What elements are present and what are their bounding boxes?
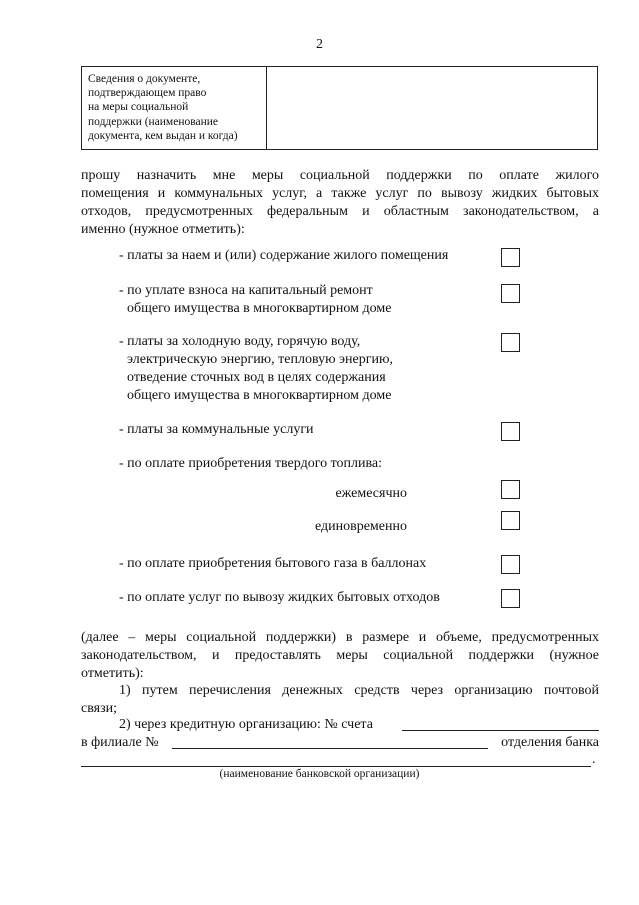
label-line: поддержки (наименование [88,115,219,128]
paragraph-line: связи; [81,701,117,716]
bank-name-field[interactable] [81,752,591,767]
paragraph-line: прошу назначить мне меры социальной поддержки по оплате жилого [81,168,599,183]
option-monthly-label: ежемесячно [335,486,407,501]
option-capital-repair-checkbox[interactable] [501,284,520,303]
paragraph-line: именно (нужное отметить): [81,222,245,237]
option-line: - платы за холодную воду, горячую воду, [119,334,361,349]
label-line: документа, кем выдан и когда) [88,129,238,142]
document-info-table [81,66,598,150]
paragraph-line: (далее – меры социальной поддержки) в размере и объеме, предусмотренных [81,630,599,645]
option-line: общего имущества в многоквартирном доме [127,388,392,403]
option-rent-checkbox[interactable] [501,248,520,267]
payment-method-bank-label: 2) через кредитную организацию: № счета [119,717,373,732]
option-one-time-label: единовременно [314,519,407,534]
intro-paragraph [81,167,599,239]
option-communal-checkbox[interactable] [501,422,520,441]
paragraph-line: отметить): [81,666,144,681]
option-liquid-waste-label: - по оплате услуг по вывозу жидких бытовых отходов [119,590,440,605]
option-utilities-common-label [119,333,393,405]
paragraph-line: помещения и коммунальных услуг, а также услуг по вывозу жидких бытовых [81,186,599,201]
option-one-time-checkbox[interactable] [501,511,520,530]
bank-name-end-dot: . [592,752,596,767]
option-gas-checkbox[interactable] [501,555,520,574]
option-gas-label: - по оплате приобретения бытового газа в баллонах [119,556,427,571]
branch-number-field[interactable] [172,734,488,749]
account-number-field[interactable] [402,716,599,731]
option-liquid-waste-checkbox[interactable] [501,589,520,608]
option-utilities-common-checkbox[interactable] [501,333,520,352]
option-line: - по уплате взноса на капитальный ремонт [119,283,373,298]
option-line: электрическую энергию, тепловую энергию, [127,352,393,367]
payment-method-post [81,682,599,718]
bank-name-caption: (наименование банковской организации) [219,768,420,780]
paragraph-line: законодательством, и предоставлять меры социальной поддержки (нужное [81,648,599,663]
page-number: 2 [316,37,323,52]
option-solid-fuel-label: - по оплате приобретения твердого топлива: [119,456,383,471]
option-monthly-checkbox[interactable] [501,480,520,499]
document-info-field[interactable] [267,67,597,149]
label-line: подтверждающем право [88,87,207,100]
option-line: общего имущества в многоквартирном доме [127,301,392,316]
label-line: на меры социальной [88,101,189,114]
branch-prefix: в филиале № [81,735,159,750]
paragraph-line: отходов, предусмотренных федеральным и областным законодательством, а [81,204,599,219]
option-capital-repair-label [119,282,391,318]
branch-suffix: отделения банка [501,735,599,750]
label-line: Сведения о документе, [88,73,201,85]
option-line: отведение сточных вод в целях содержания [127,370,386,385]
document-info-label [82,67,267,149]
option-rent-label: - платы за наем и (или) содержание жилого помещения [119,248,449,263]
payment-paragraph [81,629,599,683]
paragraph-line: 1) путем перечисления денежных средств через организацию почтовой [119,683,599,698]
option-communal-label: - платы за коммунальные услуги [119,422,314,437]
